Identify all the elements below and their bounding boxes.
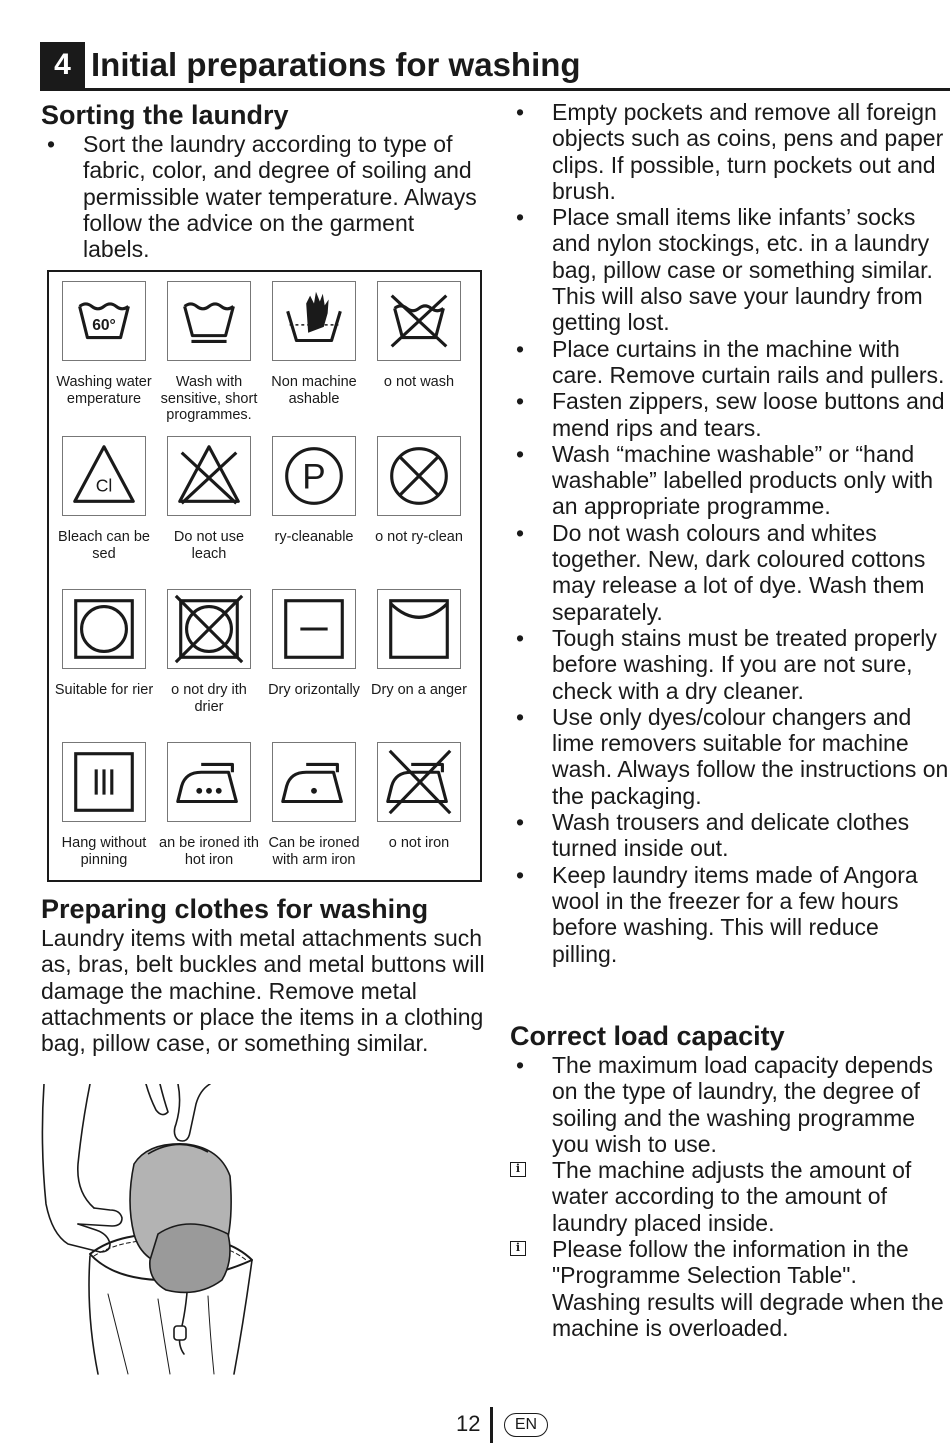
- care-symbol-table: [47, 270, 482, 882]
- bullet-marker: •: [515, 809, 525, 836]
- info-icon: i: [510, 1241, 526, 1256]
- care-symbol: [367, 589, 471, 699]
- care-symbol: [157, 742, 261, 868]
- care-symbol: [367, 281, 471, 391]
- load-note-item: [510, 1236, 950, 1341]
- svg-text:P: P: [302, 457, 326, 497]
- care-symbol-caption: Do not use leach: [173, 529, 245, 562]
- care-symbol: [262, 436, 366, 546]
- tip-text: Place small items like infants’ socks and nylon stockings, etc. in a laundry bag, pillow case or something similar. This will also save your laundry from getting lost.: [552, 204, 933, 336]
- bullet-marker: •: [46, 131, 56, 157]
- drip-dry-icon: [62, 742, 146, 822]
- care-symbol: [157, 589, 261, 715]
- tip-item: [510, 388, 950, 441]
- tip-item: [510, 441, 950, 520]
- tip-item: [510, 625, 950, 704]
- load-note-item: [510, 1157, 950, 1236]
- care-symbol-caption: Washing water emperature: [56, 374, 152, 407]
- tip-text: Keep laundry items made of Angora wool in the freezer for a few hours before washing. This will reduce pilling.: [552, 861, 918, 967]
- dry-clean-p-icon: [272, 436, 356, 516]
- tip-item: [510, 204, 950, 335]
- svg-text:Cl: Cl: [95, 475, 113, 496]
- care-symbol-caption: Can be ironed with arm iron: [268, 835, 360, 868]
- tip-item: [510, 336, 950, 389]
- care-symbol: [367, 436, 471, 546]
- do-not-bleach-icon: [167, 436, 251, 516]
- tumble-dry-icon: [62, 589, 146, 669]
- care-symbol: [157, 436, 261, 562]
- tip-item: [510, 809, 950, 862]
- tip-text: Wash trousers and delicate clothes turned inside out.: [552, 809, 910, 862]
- load-note-text: The machine adjusts the amount of water according to the amount of laundry placed inside.: [552, 1157, 912, 1236]
- care-symbol-caption: Wash with sensitive, short programmes.: [160, 374, 258, 423]
- do-not-wash-icon: [377, 281, 461, 361]
- chapter-header: [40, 42, 950, 91]
- care-symbol-caption: Suitable for rier: [54, 682, 154, 698]
- bullet-marker: •: [515, 335, 525, 362]
- dry-flat-icon: [272, 589, 356, 669]
- language-badge: EN: [504, 1413, 548, 1437]
- bullet-marker: •: [515, 440, 525, 467]
- load-note-text: Please follow the information in the "Programme Selection Table". Washing results will degrade when the machine is overloaded.: [552, 1236, 944, 1341]
- bullet-marker: •: [515, 861, 525, 888]
- bullet-marker: •: [515, 204, 525, 231]
- do-not-tumble-dry-icon: [167, 589, 251, 669]
- care-symbol: [52, 589, 156, 699]
- gentle-wash-icon: [167, 281, 251, 361]
- washing-60-icon: [62, 281, 146, 361]
- care-symbol-caption: Dry orizontally: [268, 682, 360, 698]
- care-symbol: [262, 742, 366, 868]
- bullet-marker: •: [515, 624, 525, 651]
- bleach-icon: [62, 436, 146, 516]
- bullet-marker: •: [515, 99, 525, 125]
- sorting-heading: Sorting the laundry: [41, 100, 289, 130]
- tip-text: Wash “machine washable” or “hand washable” labelled products only with an appropriate programme.: [552, 440, 933, 520]
- bullet-marker: •: [515, 388, 525, 415]
- iron-hot-icon: [167, 742, 251, 822]
- care-symbol-caption: o not wash: [383, 374, 455, 390]
- tip-text: Use only dyes/colour changers and lime removers suitable for machine wash. Always follow the instructions on the packaging.: [552, 703, 949, 809]
- preparation-tips-list: [510, 99, 950, 967]
- care-symbol: [52, 436, 156, 562]
- tip-item: [510, 862, 950, 967]
- info-icon: i: [510, 1162, 526, 1177]
- svg-text:60°: 60°: [92, 316, 116, 334]
- tip-text: Do not wash colours and whites together. New, dark coloured cottons may release a lot of dye. Wash them separately.: [552, 519, 926, 625]
- chapter-title: Initial preparations for washing: [91, 46, 581, 83]
- bullet-marker: •: [515, 703, 525, 730]
- sorting-bullet-text: Sort the laundry according to type of fabric, color, and degree of soiling and permissible water temperature. Always follow the advice on the garment labels.: [83, 131, 477, 263]
- care-symbol-caption: o not dry ith drier: [171, 682, 247, 715]
- care-symbol-caption: Hang without pinning: [61, 835, 147, 868]
- do-not-iron-icon: [377, 742, 461, 822]
- footer-divider: [490, 1407, 493, 1443]
- care-symbol: [52, 281, 156, 407]
- load-capacity-heading: Correct load capacity: [510, 1021, 785, 1051]
- line-dry-icon: [377, 589, 461, 669]
- care-symbol-caption: o not iron: [388, 835, 450, 851]
- care-symbol: [157, 281, 261, 424]
- do-not-dry-clean-icon: [377, 436, 461, 516]
- tip-text: Fasten zippers, sew loose buttons and mend rips and tears.: [552, 388, 945, 441]
- preparing-heading: Preparing clothes for washing: [41, 894, 429, 924]
- care-symbol: [262, 281, 366, 407]
- hand-wash-icon: [272, 281, 356, 361]
- bullet-marker: •: [515, 1052, 525, 1078]
- load-bullet-text: The maximum load capacity depends on the type of laundry, the degree of soiling and the washing programme you wish to use.: [552, 1052, 933, 1157]
- care-symbol: [52, 742, 156, 868]
- care-symbol-caption: Dry on a anger: [371, 682, 467, 698]
- load-bullet-item: [510, 1052, 950, 1157]
- care-symbol-caption: ry-cleanable: [274, 529, 354, 545]
- page-number: 12: [456, 1411, 481, 1436]
- preparing-text: Laundry items with metal attachments such as, bras, belt buckles and metal buttons will damage the machine. Remove metal attachments or place the items in a clothing bag, pillow case, or something similar.: [41, 925, 485, 1057]
- chapter-number: 4: [40, 42, 85, 88]
- sorting-bullet: [41, 131, 481, 262]
- sorting-bullet-list: [41, 131, 481, 262]
- care-symbol: [262, 589, 366, 699]
- care-symbol-caption: an be ironed ith hot iron: [159, 835, 259, 868]
- care-symbol-caption: o not ry-clean: [375, 529, 463, 545]
- tip-item: [510, 99, 950, 204]
- iron-warm-icon: [272, 742, 356, 822]
- laundry-bag-illustration: [38, 1084, 268, 1376]
- care-symbol: [367, 742, 471, 852]
- tip-text: Tough stains must be treated properly before washing. If you are not sure, check with a dry cleaner.: [552, 624, 937, 704]
- bullet-marker: •: [515, 519, 525, 546]
- care-symbol-caption: Non machine ashable: [271, 374, 357, 407]
- care-symbol-caption: Bleach can be sed: [58, 529, 150, 562]
- tip-item: [510, 520, 950, 625]
- page-footer: [0, 1405, 950, 1443]
- tip-text: Empty pockets and remove all foreign objects such as coins, pens and paper clips. If possible, turn pockets out and brush.: [552, 99, 944, 204]
- tip-item: [510, 704, 950, 809]
- load-capacity-list: [510, 1052, 950, 1341]
- tip-text: Place curtains in the machine with care. Remove curtain rails and pullers.: [552, 335, 945, 388]
